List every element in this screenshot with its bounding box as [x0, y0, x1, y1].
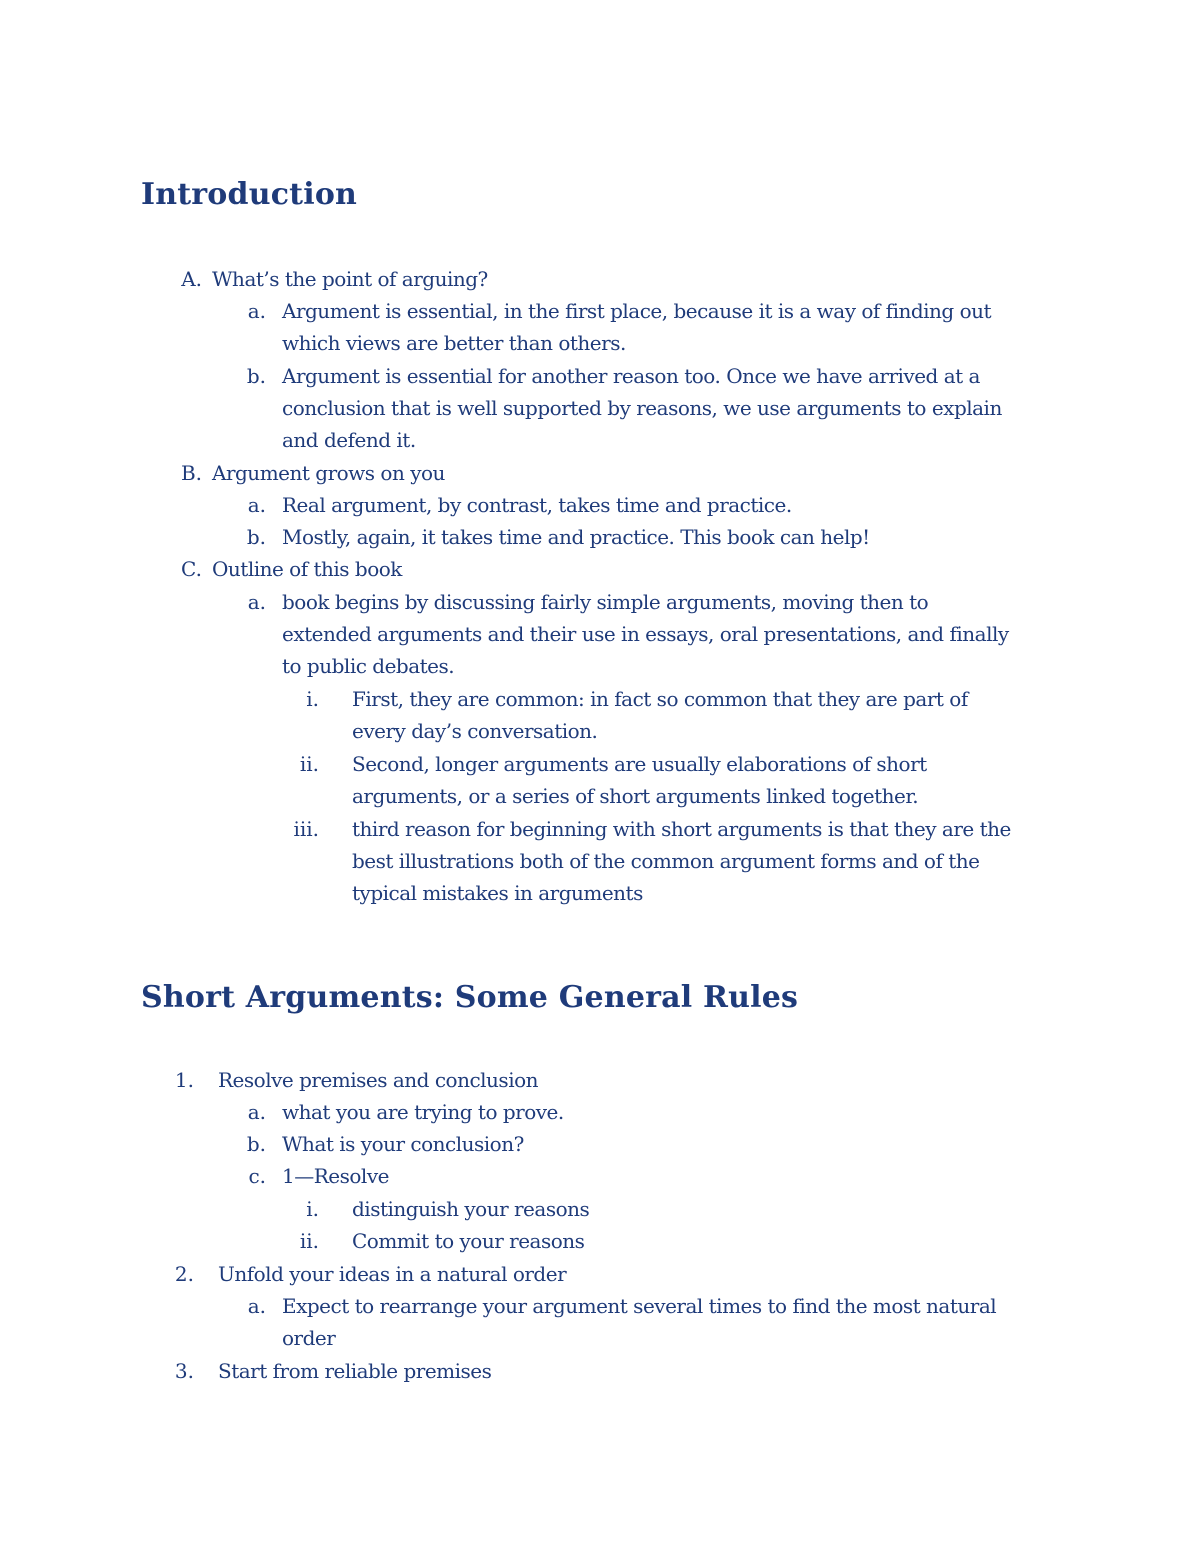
list-item-text: Start from reliable premises: [218, 1359, 492, 1383]
list-item-text: which views are better than others.: [282, 331, 626, 355]
list-item-text: what you are trying to prove.: [282, 1100, 564, 1124]
list-item-text: Argument is essential, in the first place, because it is a way of finding out: [282, 299, 992, 323]
list-item-text: best illustrations both of the common argument forms and of the: [352, 849, 980, 873]
list-item-text: First, they are common: in fact so common that they are part of: [352, 687, 968, 711]
list-marker: a.: [247, 1100, 266, 1124]
list-marker: i.: [306, 1197, 319, 1221]
list-item-text: every day’s conversation.: [352, 719, 598, 743]
list-item-text: Mostly, again, it takes time and practice. This book can help!: [282, 525, 870, 549]
list-marker: c.: [248, 1164, 266, 1188]
list-item-text: Argument grows on you: [212, 461, 445, 485]
list-marker: a.: [247, 590, 266, 614]
list-item-text: conclusion that is well supported by reasons, we use arguments to explain: [282, 396, 1002, 420]
list-marker: iii.: [293, 817, 319, 841]
list-marker: a.: [247, 299, 266, 323]
list-marker: i.: [306, 687, 319, 711]
list-marker: 2.: [174, 1262, 194, 1286]
list-item-text: arguments, or a series of short arguments linked together.: [352, 784, 919, 808]
section-heading-short-arguments: Short Arguments: Some General Rules: [141, 980, 799, 1015]
list-marker: a.: [247, 493, 266, 517]
list-marker: B.: [180, 461, 202, 485]
list-item-text: to public debates.: [282, 654, 455, 678]
list-item-text: Outline of this book: [212, 557, 402, 581]
list-item-text: What’s the point of arguing?: [212, 267, 488, 291]
list-marker: 3.: [174, 1359, 194, 1383]
list-item-text: Expect to rearrange your argument several times to find the most natural: [282, 1294, 997, 1318]
list-marker: ii.: [299, 1229, 319, 1253]
list-marker: A.: [181, 267, 202, 291]
list-item-text: distinguish your reasons: [352, 1197, 590, 1221]
list-marker: ii.: [299, 752, 319, 776]
list-marker: b.: [246, 525, 266, 549]
list-item-text: Resolve premises and conclusion: [218, 1068, 539, 1092]
list-marker: b.: [246, 1132, 266, 1156]
list-marker: 1.: [174, 1068, 194, 1092]
list-item-text: Unfold your ideas in a natural order: [218, 1262, 567, 1286]
list-marker: a.: [247, 1294, 266, 1318]
list-item-text: Real argument, by contrast, takes time and practice.: [282, 493, 792, 517]
list-item-text: and defend it.: [282, 428, 416, 452]
list-item-text: order: [282, 1326, 336, 1350]
list-item-text: Argument is essential for another reason too. Once we have arrived at a: [282, 364, 980, 388]
list-item-text: third reason for beginning with short arguments is that they are the: [352, 817, 1011, 841]
list-item-text: 1—Resolve: [282, 1164, 389, 1188]
list-item-text: book begins by discussing fairly simple arguments, moving then to: [282, 590, 929, 614]
list-marker: C.: [181, 557, 202, 581]
list-item-text: Second, longer arguments are usually elaborations of short: [352, 752, 927, 776]
list-item-text: extended arguments and their use in essays, oral presentations, and finally: [282, 622, 1009, 646]
list-item-text: What is your conclusion?: [282, 1132, 524, 1156]
list-item-text: Commit to your reasons: [352, 1229, 585, 1253]
section-heading-introduction: Introduction: [141, 177, 358, 212]
list-item-text: typical mistakes in arguments: [352, 881, 643, 905]
list-marker: b.: [246, 364, 266, 388]
